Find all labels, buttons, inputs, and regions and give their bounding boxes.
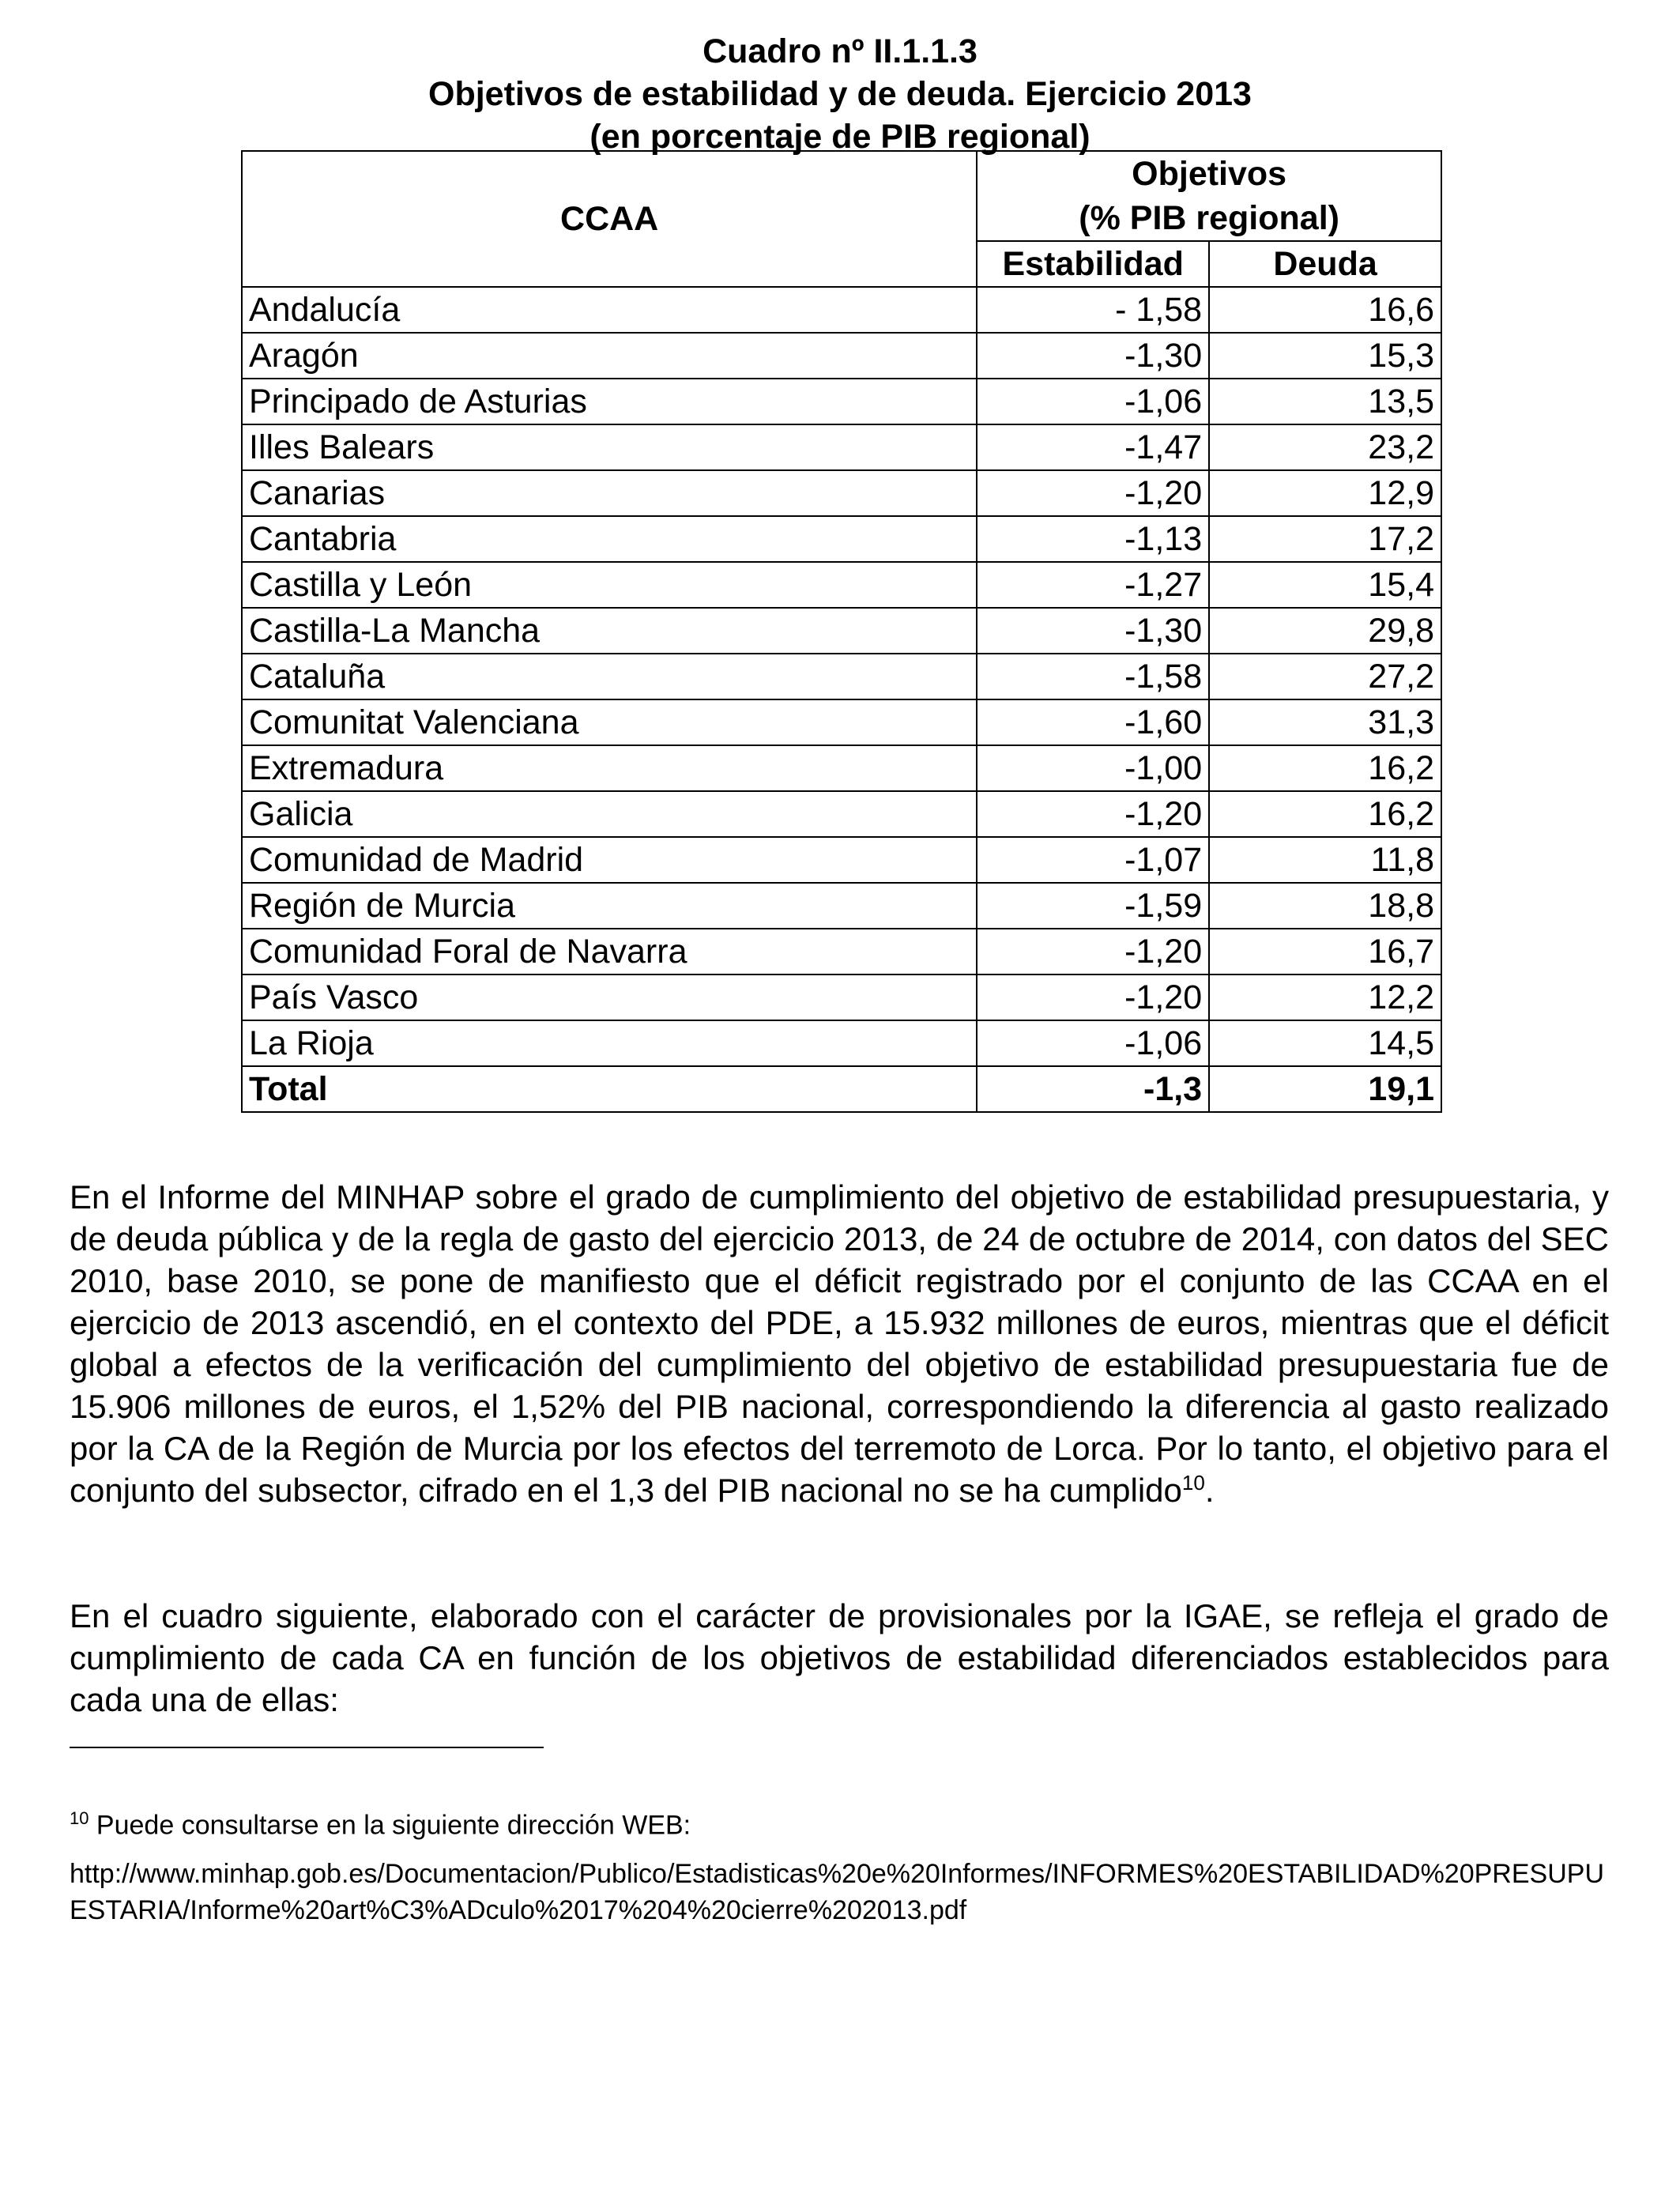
- row-name: Principado de Asturias: [242, 379, 977, 424]
- row-estabilidad: - 1,58: [977, 287, 1209, 333]
- row-estabilidad: -1,20: [977, 974, 1209, 1020]
- table-row: [242, 470, 1441, 516]
- caption-title: Objetivos de estabilidad y de deuda. Ejercicio 2013: [428, 75, 1252, 113]
- paragraph-igae-text: En el cuadro siguiente, elaborado con el carácter de provisionales por la IGAE, se refleja el grado de cumplimiento de cada CA en función de los objetivos de estabilidad diferenciados establecidos para cada una de ellas:: [70, 1597, 1609, 1718]
- row-name: Galicia: [242, 791, 977, 837]
- footnote-ref[interactable]: 10: [1181, 1471, 1205, 1495]
- row-estabilidad: -1,06: [977, 379, 1209, 424]
- paragraph-minhap-text: En el Informe del MINHAP sobre el grado de cumplimiento del objetivo de estabilidad presupuestaria, y de deuda pública y de la regla de gasto del ejercicio 2013, de 24 de octubre de 2014, con datos del SEC 2010, base 2010, se pone de manifiesto que el déficit registrado por el conjunto de las CCAA en el ejercicio de 2013 ascendió, en el contexto del PDE, a 15.932 millones de euros, mientras que el déficit global a efectos de la verificación del cumplimiento del objetivo de estabilidad presupuestaria fue de 15.906 millones de euros, el 1,52% del PIB nacional, correspondiendo la diferencia al gasto realizado por la CA de la Región de Murcia por los efectos del terremoto de Lorca. Por lo tanto, el objetivo para el conjunto del subsector, cifrado en el 1,3 del PIB nacional no se ha cumplido: [70, 1178, 1609, 1509]
- row-deuda: 31,3: [1209, 699, 1441, 745]
- row-deuda: 11,8: [1209, 837, 1441, 883]
- table-row: [242, 1020, 1441, 1066]
- row-estabilidad: -1,30: [977, 608, 1209, 654]
- row-estabilidad: -1,59: [977, 883, 1209, 929]
- footnote-separator: [70, 1747, 544, 1748]
- footnote: [70, 1800, 1618, 1843]
- row-estabilidad: -1,07: [977, 837, 1209, 883]
- table-row: [242, 608, 1441, 654]
- footnote-text: Puede consultarse en la siguiente dirección WEB:: [89, 1810, 691, 1841]
- row-estabilidad: -1,30: [977, 333, 1209, 379]
- header-estabilidad: Estabilidad: [977, 241, 1209, 287]
- row-deuda: 16,6: [1209, 287, 1441, 333]
- row-name: Canarias: [242, 470, 977, 516]
- footnote-number: 10: [70, 1808, 89, 1828]
- row-name: Castilla-La Mancha: [242, 608, 977, 654]
- row-estabilidad: -1,60: [977, 699, 1209, 745]
- paragraph-minhap: [70, 1176, 1609, 1511]
- table-row: [242, 562, 1441, 608]
- table-row: [242, 837, 1441, 883]
- table-row: [242, 883, 1441, 929]
- row-name: La Rioja: [242, 1020, 977, 1066]
- row-deuda: 29,8: [1209, 608, 1441, 654]
- row-name: Castilla y León: [242, 562, 977, 608]
- row-name: Región de Murcia: [242, 883, 977, 929]
- row-name: Andalucía: [242, 287, 977, 333]
- header-deuda: Deuda: [1209, 241, 1441, 287]
- table-body: [242, 287, 1441, 1066]
- row-deuda: 14,5: [1209, 1020, 1441, 1066]
- table-row: [242, 929, 1441, 974]
- row-deuda: 16,7: [1209, 929, 1441, 974]
- row-deuda: 17,2: [1209, 516, 1441, 562]
- table-row: [242, 379, 1441, 424]
- row-deuda: 16,2: [1209, 791, 1441, 837]
- table-row-total: [242, 1066, 1441, 1112]
- footnote-url[interactable]: http://www.minhap.gob.es/Documentacion/Publico/Estadisticas%20e%20Informes/INFORMES%20ESTABILIDAD%20PRESUPUESTARIA/Informe%20art%C3%ADculo%2017%204%20cierre%202013.pdf: [70, 1859, 1605, 1925]
- row-name: Extremadura: [242, 745, 977, 791]
- row-estabilidad: -1,13: [977, 516, 1209, 562]
- row-estabilidad: -1,20: [977, 929, 1209, 974]
- paragraph-minhap-end: .: [1204, 1472, 1215, 1509]
- row-name: Illes Balears: [242, 424, 977, 470]
- header-objetivos: [977, 151, 1441, 241]
- total-label: Total: [242, 1066, 977, 1112]
- row-estabilidad: -1,00: [977, 745, 1209, 791]
- table-row: [242, 699, 1441, 745]
- row-estabilidad: -1,27: [977, 562, 1209, 608]
- row-name: Comunidad Foral de Navarra: [242, 929, 977, 974]
- row-name: Aragón: [242, 333, 977, 379]
- row-deuda: 16,2: [1209, 745, 1441, 791]
- row-deuda: 13,5: [1209, 379, 1441, 424]
- row-name: País Vasco: [242, 974, 977, 1020]
- total-estabilidad: -1,3: [977, 1066, 1209, 1112]
- table-caption: [0, 30, 1680, 158]
- row-estabilidad: -1,47: [977, 424, 1209, 470]
- row-estabilidad: -1,20: [977, 470, 1209, 516]
- row-estabilidad: -1,58: [977, 654, 1209, 699]
- row-estabilidad: -1,06: [977, 1020, 1209, 1066]
- header-ccaa: CCAA: [242, 151, 977, 287]
- table-row: [242, 287, 1441, 333]
- table-row: [242, 745, 1441, 791]
- table-row: [242, 791, 1441, 837]
- table-row: [242, 974, 1441, 1020]
- paragraph-igae: [70, 1595, 1609, 1721]
- caption-unit: (en porcentaje de PIB regional): [590, 118, 1090, 156]
- header-objetivos-unit: (% PIB regional): [1079, 199, 1339, 237]
- row-estabilidad: -1,20: [977, 791, 1209, 837]
- row-name: Cataluña: [242, 654, 977, 699]
- row-deuda: 12,2: [1209, 974, 1441, 1020]
- row-deuda: 15,3: [1209, 333, 1441, 379]
- table-row: [242, 333, 1441, 379]
- row-deuda: 12,9: [1209, 470, 1441, 516]
- table-row: [242, 516, 1441, 562]
- table-row: [242, 654, 1441, 699]
- row-name: Comunidad de Madrid: [242, 837, 977, 883]
- row-name: Comunitat Valenciana: [242, 699, 977, 745]
- table-row: [242, 424, 1441, 470]
- total-deuda: 19,1: [1209, 1066, 1441, 1112]
- row-deuda: 23,2: [1209, 424, 1441, 470]
- row-deuda: 27,2: [1209, 654, 1441, 699]
- header-objetivos-label: Objetivos: [1132, 155, 1287, 193]
- row-deuda: 15,4: [1209, 562, 1441, 608]
- objectives-table: [241, 150, 1442, 1113]
- caption-number: Cuadro nº II.1.1.3: [703, 32, 977, 70]
- row-deuda: 18,8: [1209, 883, 1441, 929]
- row-name: Cantabria: [242, 516, 977, 562]
